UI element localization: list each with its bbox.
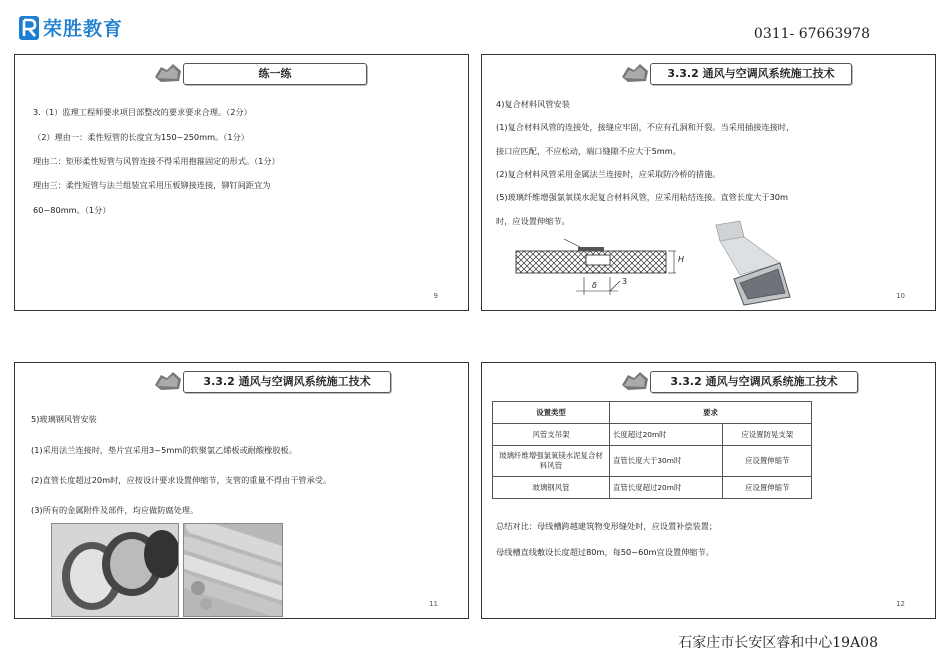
table-cell: 玻璃纤维增强氯氧镁水泥复合材料风管: [493, 446, 610, 477]
text-line: (1)复合材料风管的连接处，接缝应牢固，不应有孔洞和开裂。当采用插接连接时，: [496, 122, 795, 132]
table-row: [493, 477, 812, 499]
text-line: 60~80mm。（1分）: [33, 205, 111, 215]
duct-illustration: [710, 219, 800, 307]
text-line: 理由三：柔性短管与法兰组装宜采用压板铆接连接，铆钉间距宜为: [33, 180, 271, 190]
text-line: 理由二：矩形柔性短管与风管连接不得采用抱箍固定的形式。（1分）: [33, 156, 280, 166]
table-cell: 应设置防晃支架: [723, 424, 812, 446]
column-header: 设置类型: [493, 402, 610, 424]
table-cell: 直管长度大于30m时: [610, 446, 723, 477]
phone-number: 0311- 67663978: [753, 26, 870, 42]
text-line: (1)采用法兰连接时，垫片宜采用3~5mm的软聚氯乙烯板或耐酸橡胶板。: [31, 445, 297, 455]
frp-pipes-photo: [183, 523, 283, 617]
flanged-duct-photo: [51, 523, 179, 617]
text-line: (2)直管长度超过20m时，应按设计要求设置伸缩节，支管的重量不得由干管承受。: [31, 475, 332, 485]
joint-cross-section-diagram: [506, 233, 696, 303]
text-line: （2）理由一：柔性短管的长度宜为150~250mm。（1分）: [33, 132, 249, 142]
height-label: H: [678, 255, 685, 264]
page-number: 12: [896, 600, 905, 608]
table-cell: 风管支吊架: [493, 424, 610, 446]
map-badge-icon: [620, 61, 650, 85]
table-cell: 应设置伸缩节: [723, 477, 812, 499]
page-number: 11: [429, 600, 438, 608]
table-row: [493, 424, 812, 446]
text-line: 3.（1）监理工程师要求项目部整改的要求要求合理。（2分）: [33, 107, 252, 117]
slide-10: [481, 54, 936, 311]
text-line: 接口应匹配，不应松动，端口缝隙不应大于5mm。: [496, 146, 681, 156]
slide-title: 3.3.2 通风与空调风系统施工技术: [650, 371, 858, 393]
text-line: 母线槽直线敷设长度超过80m，每50~60m宜设置伸缩节。: [496, 547, 714, 557]
table-row: [493, 446, 812, 477]
slide-title: 练一练: [183, 63, 367, 85]
brand-logo: [18, 14, 123, 41]
dimension-label: 3: [622, 277, 628, 286]
text-line: 4)复合材料风管安装: [496, 99, 570, 109]
text-line: 5)玻璃钢风管安装: [31, 414, 97, 424]
map-badge-icon: [620, 369, 650, 393]
slide-9: [14, 54, 469, 311]
logo-text: 荣胜教育: [43, 18, 124, 40]
table-cell: 长度超过20m时: [610, 424, 723, 446]
column-header: 要求: [610, 402, 812, 424]
footer-address: 石家庄市长安区睿和中心19A08: [678, 635, 878, 651]
slide-12: [481, 362, 936, 619]
text-line: (5)玻璃纤维增强氯氧镁水泥复合材料风管，应采用粘结连接。直管长度大于30m: [496, 192, 788, 202]
table-cell: 玻璃钢风管: [493, 477, 610, 499]
map-badge-icon: [153, 369, 183, 393]
page-number: 9: [433, 292, 438, 300]
map-badge-icon: [153, 61, 183, 85]
text-line: 时，应设置伸缩节。: [496, 216, 570, 226]
logo-r-icon: [18, 15, 40, 41]
table-cell: 直管长度超过20m时: [610, 477, 723, 499]
text-line: (2)复合材料风管采用金属法兰连接时，应采取防冷桥的措施。: [496, 169, 721, 179]
requirements-table: [492, 401, 812, 499]
slide-title: 3.3.2 通风与空调风系统施工技术: [183, 371, 391, 393]
text-line: 总结对比：母线槽跨越建筑物变形缝处时，应设置补偿装置；: [496, 521, 718, 531]
table-cell: 应设置伸缩节: [723, 446, 812, 477]
delta-label: δ: [592, 281, 597, 290]
text-line: (3)所有的金属附件及部件，均应做防腐处理。: [31, 505, 199, 515]
page-number: 10: [896, 292, 905, 300]
table-header-row: [493, 402, 812, 424]
slide-title: 3.3.2 通风与空调风系统施工技术: [650, 63, 852, 85]
slide-11: [14, 362, 469, 619]
